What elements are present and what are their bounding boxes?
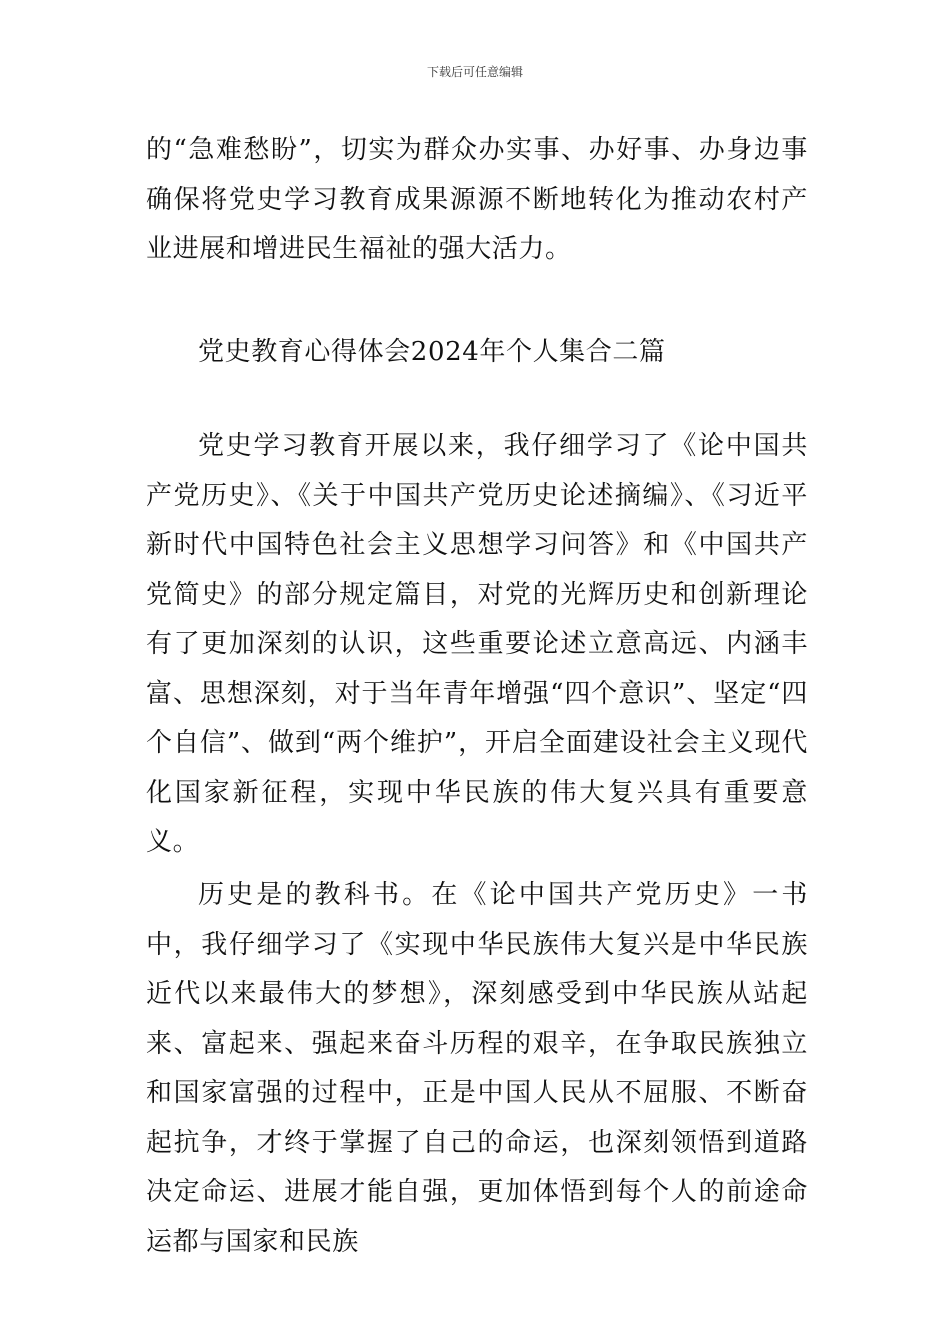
page-header: 下载后可任意编辑 [426, 65, 523, 79]
body-paragraph-2: 历史是的教科书。在《论中国共产党历史》一书中，我仔细学习了《实现中华民族伟大复兴是中华民族近代以来最伟大的梦想》，深刻感受到中华民族从站起来、富起来、强起来奋斗历程的艰辛，在争取民族独立和国家富强的过程中，正是中国人民从不屈服、不断奋起抗争，才终于掌握了自己的命运，也深刻领悟到道路决定命运、进展才能自强，更加体悟到每个人的前途命运都与国家和民族 [146, 880, 808, 1257]
continuation-paragraph: 的“急难愁盼”，切实为群众办实事、办好事、办身边事确保将党史学习教育成果源源不断地转化为推动农村产业进展和增进民生福祉的强大活力。 [146, 135, 808, 264]
section-heading: 党史教育心得体会2024年个人集合二篇 [198, 337, 666, 367]
body-paragraph-1: 党史学习教育开展以来，我仔细学习了《论中国共产党历史》、《关于中国共产党历史论述摘编》、《习近平新时代中国特色社会主义思想学习问答》和《中国共产党简史》的部分规定篇目，对党的光辉历史和创新理论有了更加深刻的认识，这些重要论述立意高远、内涵丰富、思想深刻，对于当年青年增强“四个意识”、坚定“四个自信”、做到“两个维护”，开启全面建设社会主义现代化国家新征程，实现中华民族的伟大复兴具有重要意义。 [146, 431, 808, 857]
